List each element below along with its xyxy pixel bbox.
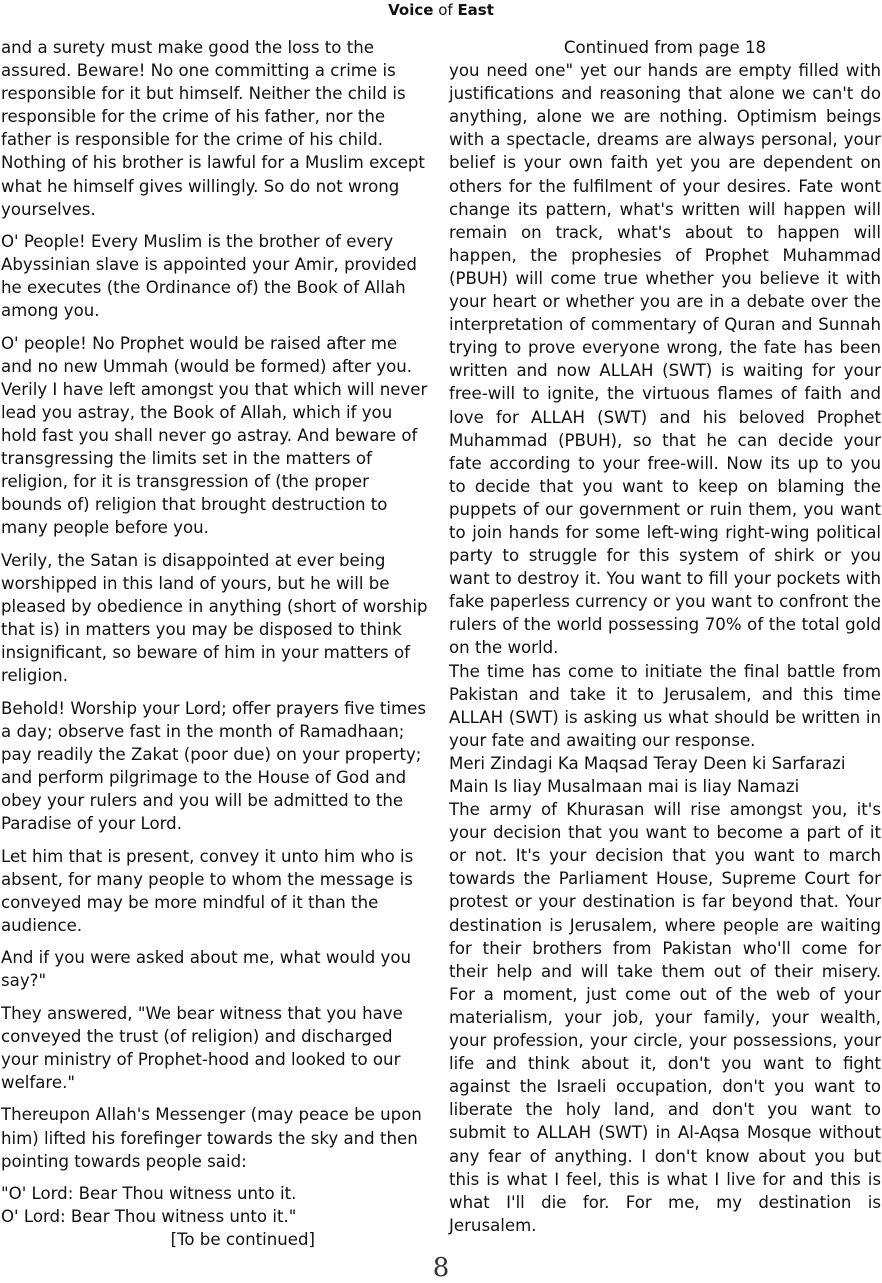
left-paragraph: Verily, the Satan is disappointed at ever being worshipped in this land of yours, but he will be pleased by obedience in anything (short of worship that is) in matters you may be disposed to think insignificant, so beware of him in your matters of religion. — [1, 550, 428, 686]
left-paragraph: and a surety must make good the loss to the assured. Beware! No one committing a crime is responsible for it but himself. Neither the child is responsible for the crime of his father, nor the father is responsible for the crime of his child. Nothing of his brother is lawful for a Muslim except what he himself gives willingly. So do not wrong yourselves. — [1, 38, 425, 219]
left-paragraph: O' People! Every Muslim is the brother of every Abyssinian slave is appointed your Amir, provided he executes (the Ordinance of) the Book of Allah among you. — [1, 232, 417, 321]
masthead-voice: Voice — [388, 1, 434, 19]
right-column — [449, 36, 881, 1237]
left-paragraph: They answered, "We bear witness that you have conveyed the trust (of religion) and discharged your ministry of Prophet-hood and looked to our welfare." — [1, 1003, 403, 1093]
closing-line-2: O' Lord: Bear Thou witness unto it." — [1, 1207, 297, 1227]
left-column — [1, 36, 433, 1251]
masthead-of: of — [438, 1, 453, 19]
page-number: 8 — [432, 1253, 450, 1283]
to-be-continued: [To be continued] — [170, 1230, 315, 1250]
closing-quote — [1, 1182, 433, 1251]
verse-line-2: Main Is liay Musalmaan mai is liay Namazi — [449, 777, 800, 796]
masthead — [0, 1, 882, 19]
left-paragraph: Behold! Worship your Lord; offer prayers five times a day; observe fast in the month of Ramadhaan; pay readily the Zakat (poor due) on your property; and perform pilgrimage to the House of God and obey your rulers and you will be admitted to the Paradise of your Lord. — [1, 698, 427, 834]
verse-line-1: Meri Zindagi Ka Maqsad Teray Deen ki Sarfarazi — [449, 753, 846, 773]
right-paragraph: The army of Khurasan will rise amongst you, it's your decision that you want to become a part of it or not. It's your decision that you want to march towards the Parliament House, Supreme Court for protest or your destination is far beyond that. Your destination is Jerusalem, where people are waiting for their brothers from Pakistan who'll come for their help and will take them out of their misery. For a moment, just come out of the web of your materialism, your job, your family, your wealth, your profession, your circle, your possessions, your life and think about it, don't you want to fight against the Israeli occupation, don't you want to liberate the holy land, and don't you want to submit to ALLAH (SWT) in Al-Aqsa Mosque without any fear of anything. I don't know about you but this is what I feel, this is what I live for and this is what I'll die for. For me, my destination is Jerusalem. — [449, 800, 881, 1235]
continued-note: Continued from page 18 — [563, 38, 767, 57]
closing-line-1: "O' Lord: Bear Thou witness unto it. — [1, 1183, 297, 1203]
left-paragraph: And if you were asked about me, what would you say?" — [1, 948, 411, 991]
masthead-east: East — [457, 1, 494, 19]
left-paragraph: O' people! No Prophet would be raised after me and no new Ummah (would be formed) after you. Verily I have left amongst you that which will never lead you astray, the Book of Allah, which if you hold fast you shall never go astray. And beware of transgressing the limits set in the matters of religion, for it is transgression of (the proper bounds of) religion that brought destruction to many people before you. — [1, 333, 428, 538]
right-paragraph: The time has come to initiate the final battle from Pakistan and take it to Jerusalem, and this time ALLAH (SWT) is asking us what should be written in your fate and awaiting our response. — [449, 661, 881, 750]
right-paragraph: you need one" yet our hands are empty filled with justifications and reasoning that alone we can't do anything, alone we are nothing. Optimism beings with a spectacle, dreams are always personal, your belief is your own faith yet you are dependent on others for the fulfilment of your desires. Fate wont change its pattern, what's written will happen will remain on track, what's about to happen will happen, the prophesies of Prophet Muhammad (PBUH) will come true whether you believe it with your heart or whether you are in a debate over the interpretation of commentary of Quran and Sunnah trying to prove everyone wrong, the fate has been written and now ALLAH (SWT) is waiting for your free-will to ignite, the virtuous flames of faith and love for ALLAH (SWT) and his beloved Prophet Muhammad (PBUH), so that he can decide your fate according to your free-will. Now its up to you to decide that you want to keep on blaming the puppets of our government or ruin them, you want to join hands for some left-wing right-wing political party to struggle for this system of shirk or you want to destroy it. You want to fill your pockets with fake paperless currency or you want to confront the rulers of the world possessing 70% of the total gold on the world. — [449, 61, 881, 658]
left-paragraph: Let him that is present, convey it unto him who is absent, for many people to whom the message is conveyed may be more mindful of it than the audience. — [1, 846, 414, 935]
left-paragraph: Thereupon Allah's Messenger (may peace be upon him) lifted his forefinger towards the sky and then pointing towards people said: — [1, 1105, 422, 1171]
